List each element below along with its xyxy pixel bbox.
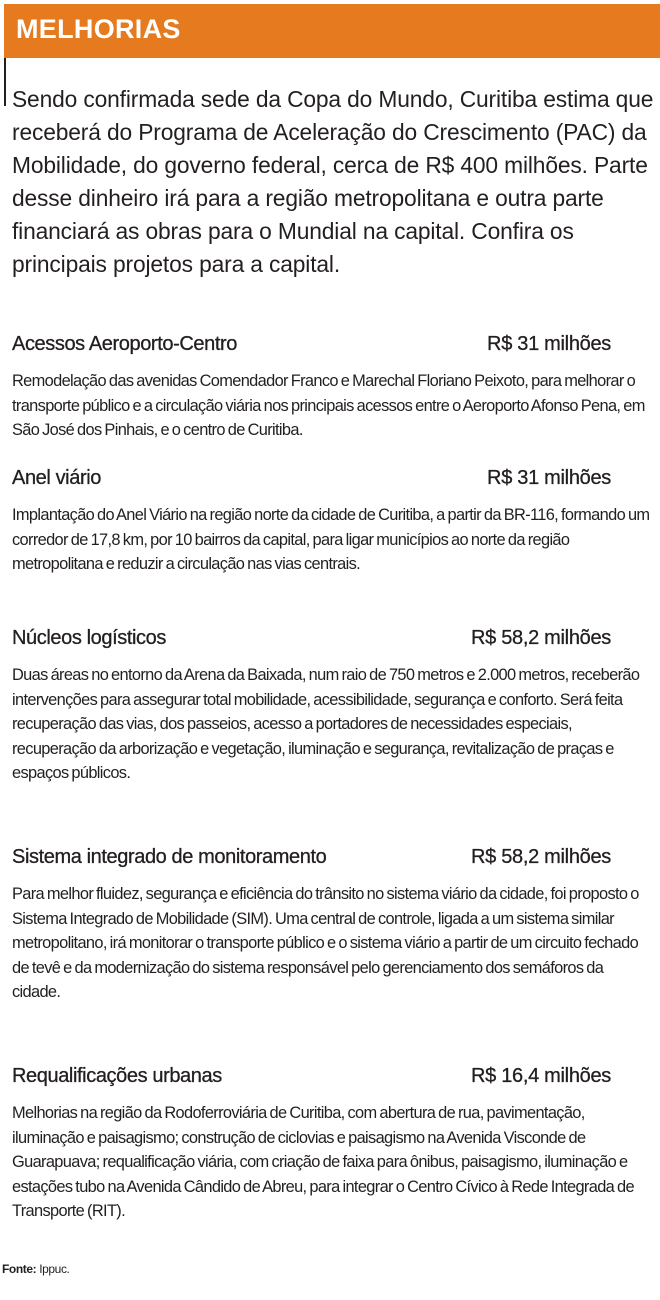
section-title: Acessos Aeroporto-Centro: [12, 333, 237, 355]
header-bar: [4, 4, 660, 58]
intro-paragraph: Sendo confirmada sede da Copa do Mundo, Curitiba estima que receberá do Programa de Aceleração do Crescimento (PAC) da Mobilidade, do governo federal, cerca de R$ 400 milhões. Parte desse dinheiro irá para a região metropolitana e outra parte financiará as obras para o Mundial na capital. Confira os principais projetos para a capital.: [12, 86, 654, 277]
section-sistema-monitoramento: [12, 846, 652, 1005]
source-value: Ippuc.: [39, 1262, 70, 1276]
section-title: Anel viário: [12, 467, 101, 489]
section-body: Remodelação das avenidas Comendador Franco e Marechal Floriano Peixoto, para melhorar o transporte público e a circulação viária nos principais acessos entre o Aeroporto Afonso Pena, em São José dos Pinhais, e o centro de Curitiba.: [12, 372, 645, 439]
section-header: [12, 1065, 652, 1093]
section-value: R$ 58,2 milhões: [470, 627, 611, 649]
section-nucleos-logisticos: [12, 627, 652, 786]
source-credit: [2, 1262, 70, 1276]
section-body: Para melhor fluidez, segurança e eficiência do trânsito no sistema viário da cidade, foi proposto o Sistema Integrado de Mobilidade (SIM). Uma central de controle, ligada a um sistema similar metropolitano, irá monitorar o transporte público e o sistema viário a partir de um circuito fechado de tevê e da modernização do sistema responsável pelo gerenciamento dos semáforos da cidade.: [12, 885, 639, 1001]
section-body: Implantação do Anel Viário na região norte da cidade de Curitiba, a partir da BR-116, formando um corredor de 17,8 km, por 10 bairros da capital, para ligar municípios ao norte da região metropolitana e reduzir a circulação nas vias centrais.: [12, 506, 650, 573]
section-body: Duas áreas no entorno da Arena da Baixada, num raio de 750 metros e 2.000 metros, receberão intervenções para assegurar total mobilidade, acessibilidade, segurança e conforto. Será feita recuperação das vias, dos passeios, acesso a portadores de necessidades especiais, recuperação da arborização e vegetação, iluminação e segurança, revitalização de praças e espaços públicos.: [12, 666, 640, 782]
section-header: [12, 333, 652, 361]
section-title: Requalificações urbanas: [12, 1065, 222, 1087]
section-header: [12, 467, 652, 495]
section-body: Melhorias na região da Rodoferroviária de Curitiba, com abertura de rua, pavimentação, iluminação e paisagismo; construção de ciclovias e paisagismo na Avenida Visconde de Guarapuava; requalificação viária, com criação de faixa para ônibus, paisagismo, iluminação e estações tubo na Avenida Cândido de Abreu, para integrar o Centro Cívico à Rede Integrada de Transporte (RIT).: [12, 1104, 634, 1220]
section-requalificacoes-urbanas: [12, 1065, 652, 1224]
section-header: [12, 846, 652, 874]
section-value: R$ 16,4 milhões: [470, 1065, 611, 1087]
source-label: Fonte:: [2, 1262, 37, 1276]
section-title: Sistema integrado de monitoramento: [12, 846, 327, 868]
section-title: Núcleos logísticos: [12, 627, 166, 649]
section-acessos-aeroporto: [12, 333, 652, 443]
section-anel-viario: [12, 467, 652, 577]
section-value: R$ 31 milhões: [487, 333, 611, 355]
section-value: R$ 58,2 milhões: [470, 846, 611, 868]
section-value: R$ 31 milhões: [487, 467, 611, 489]
frame-left-rule: [4, 58, 6, 106]
header-title: MELHORIAS: [16, 14, 181, 44]
section-header: [12, 627, 652, 655]
